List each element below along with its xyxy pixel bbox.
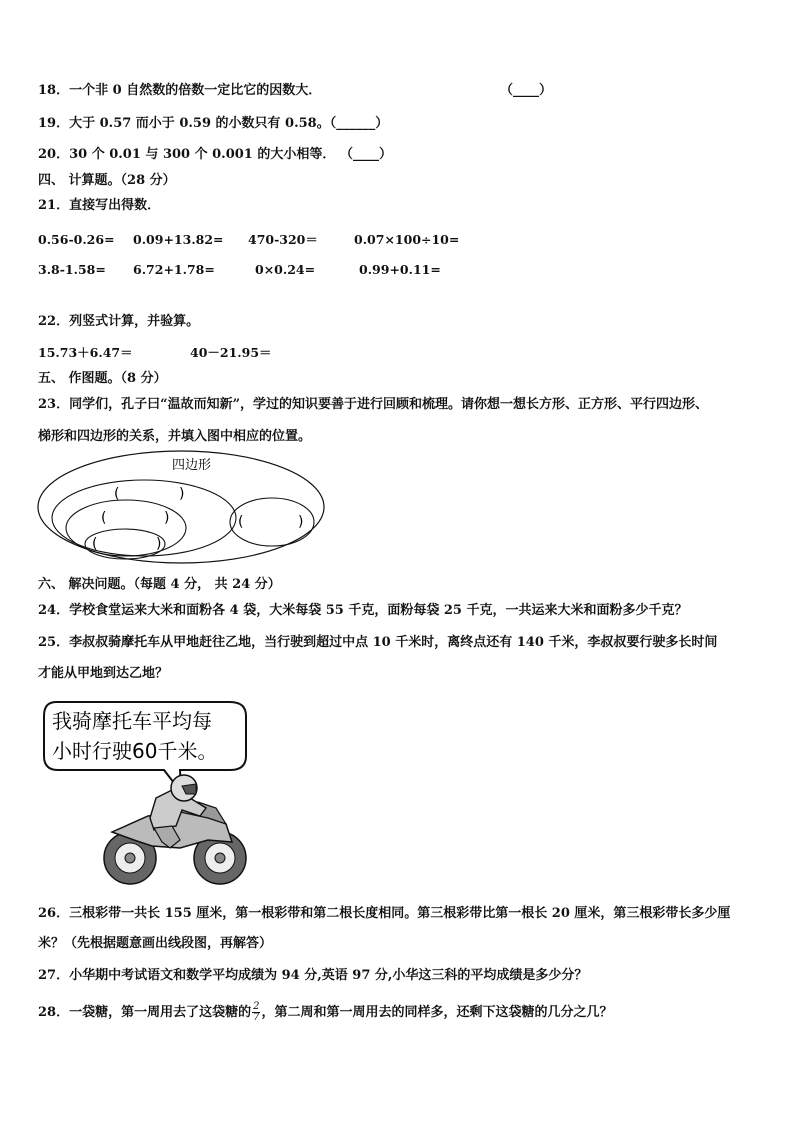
question-26-line1: 26．三根彩带一共长 155 厘米，第一根彩带和第二根长度相同。第三根彩带比第一根长 20 厘米，第三根彩带长多少厘 xyxy=(38,906,731,921)
section-6-heading: 六、 解决问题。（每题 4 分， 共 24 分） xyxy=(38,577,281,592)
question-18-text: 18．一个非 0 自然数的倍数一定比它的因数大． xyxy=(38,83,322,98)
question-28 xyxy=(38,1002,612,1023)
fraction-denominator: 7 xyxy=(253,1012,260,1023)
ellipse-parallelogram xyxy=(52,480,236,556)
blank-paren-right[interactable]: ) xyxy=(179,486,185,502)
section-5-heading: 五、 作图题。（8 分） xyxy=(38,371,167,386)
section-4-heading: 四、 计算题。（28 分） xyxy=(38,173,176,188)
motorcycle-illustration xyxy=(30,690,270,900)
blank-paren-left[interactable]: ( xyxy=(92,536,98,552)
question-23-line1: 23．同学们，孔子曰“温故而知新”，学过的知识要善于进行回顾和梳理。请你想一想长方形、正方形、平行四边形、 xyxy=(38,397,709,412)
question-21: 21．直接写出得数． xyxy=(38,198,161,213)
question-22: 22．列竖式计算，并验算。 xyxy=(38,314,200,329)
question-18 xyxy=(38,82,321,100)
calc-item: 470-320＝ xyxy=(248,232,318,247)
question-25-line2: 才能从甲地到达乙地？ xyxy=(38,666,169,681)
calc-item: 15.73＋6.47＝ xyxy=(38,345,133,360)
ellipse-rectangle xyxy=(66,500,186,556)
question-20: 20．30 个 0.01 与 300 个 0.001 的大小相等． xyxy=(38,147,336,162)
calc-item: 0×0.24= xyxy=(255,262,316,277)
blank-paren-right[interactable]: ) xyxy=(156,536,162,552)
blank-paren-right[interactable]: ) xyxy=(164,510,170,526)
answer-paren-18[interactable]: （____） xyxy=(500,83,553,98)
blank-paren-left[interactable]: ( xyxy=(238,514,244,530)
calc-item: 0.07×100÷10= xyxy=(354,232,460,247)
fraction-numerator: 2 xyxy=(253,1001,260,1012)
speech-bubble-line1: 我骑摩托车平均每 xyxy=(52,709,212,733)
speech-bubble-line2: 小时行驶60千米。 xyxy=(52,739,218,763)
answer-paren-20[interactable]: （____） xyxy=(340,147,393,162)
question-25-line1: 25．李叔叔骑摩托车从甲地赶往乙地，当行驶到超过中点 10 千米时，离终点还有 140 千米，李叔叔要行驶多长时间 xyxy=(38,635,718,650)
question-27: 27．小华期中考试语文和数学平均成绩为 94 分,英语 97 分,小华这三科的平均成绩是多少分？ xyxy=(38,968,588,983)
blank-paren-left[interactable]: ( xyxy=(114,486,120,502)
blank-paren-left[interactable]: ( xyxy=(101,510,107,526)
quadrilateral-venn-diagram xyxy=(0,448,794,578)
question-23-line2: 梯形和四边形的关系，并填入图中相应的位置。 xyxy=(38,429,312,444)
question-19: 19．大于 0.57 而小于 0.59 的小数只有 0.58。（______） xyxy=(38,116,389,131)
calc-item: 0.56-0.26= xyxy=(38,232,115,247)
question-24: 24．学校食堂运来大米和面粉各 4 袋，大米每袋 55 千克，面粉每袋 25 千克，一共运来大米和面粉多少千克？ xyxy=(38,603,688,618)
fraction-two-sevenths xyxy=(252,1002,260,1023)
motorcycle-rider-icon xyxy=(104,775,246,884)
calc-item: 0.09+13.82= xyxy=(133,232,224,247)
label-quadrilateral: 四边形 xyxy=(172,458,212,473)
calc-item: 0.99+0.11= xyxy=(359,262,441,277)
question-28-after: ，第二周和第一周用去的同样多，还剩下这袋糖的几分之几？ xyxy=(261,1005,613,1020)
question-28-before: 28．一袋糖，第一周用去了这袋糖的 xyxy=(38,1005,252,1020)
calc-item: 6.72+1.78= xyxy=(133,262,215,277)
calc-item: 40－21.95＝ xyxy=(190,345,272,360)
calc-item: 3.8-1.58= xyxy=(38,262,106,277)
question-26-line2: 米？（先根据题意画出线段图，再解答） xyxy=(38,936,273,951)
blank-paren-right[interactable]: ) xyxy=(298,514,304,530)
